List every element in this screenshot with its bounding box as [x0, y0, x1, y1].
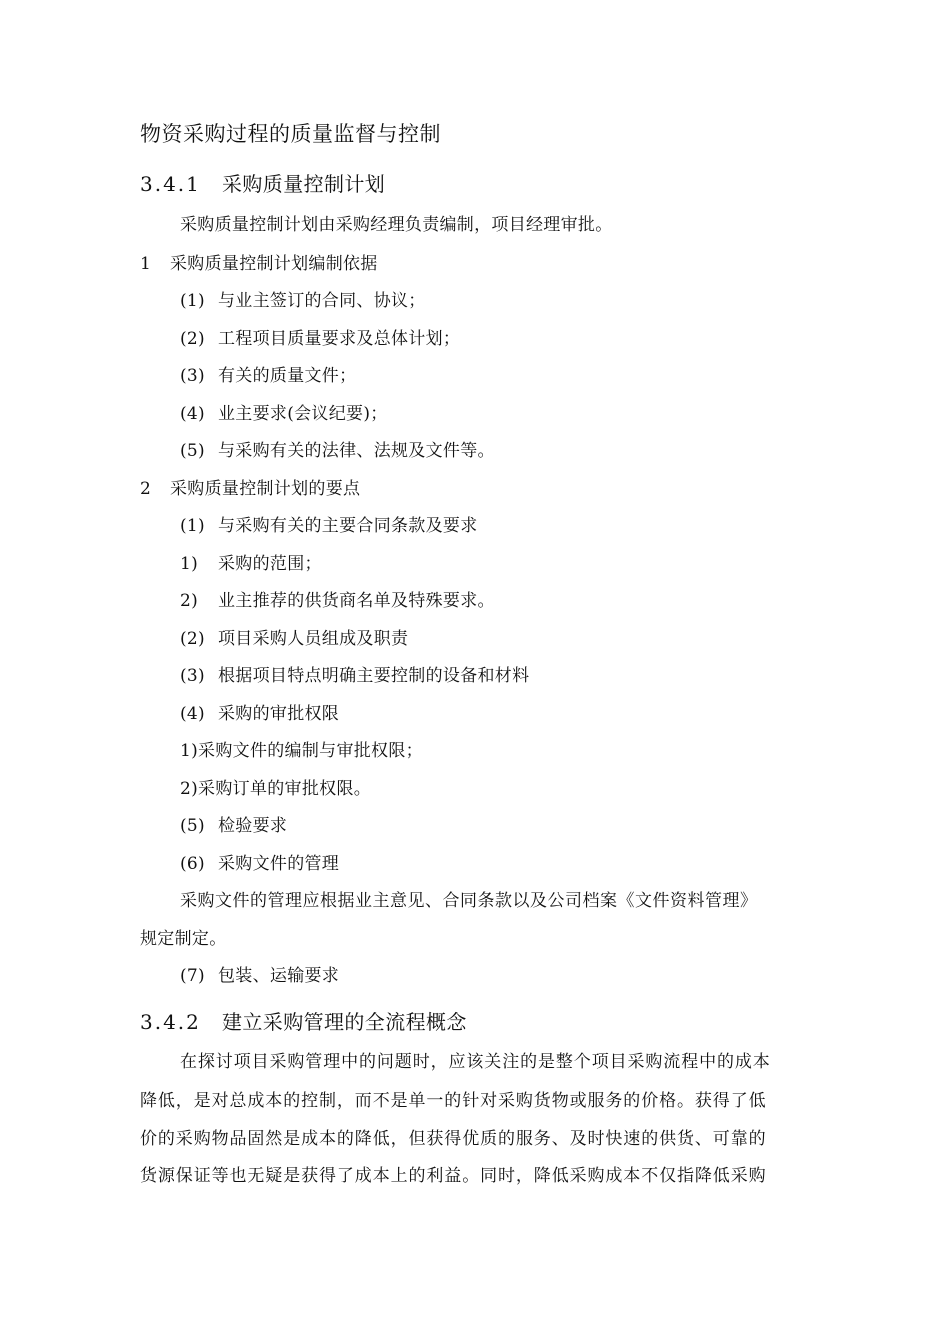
- sub-list-item: 2)采购订单的审批权限。: [180, 779, 372, 799]
- list-item: (5) 检验要求: [180, 816, 288, 836]
- section-title: 采购质量控制计划: [222, 172, 386, 196]
- paragraph-line: 采购文件的管理应根据业主意见、合同条款以及公司档案《文件资料管理》: [180, 891, 758, 911]
- subsection-number: 2: [140, 479, 152, 499]
- list-item: (2) 项目采购人员组成及职责: [180, 629, 409, 649]
- subsection-title: 采购质量控制计划编制依据: [170, 254, 378, 274]
- intro-paragraph: 采购质量控制计划由采购经理负责编制，项目经理审批。: [180, 215, 613, 235]
- paragraph-line: 规定制定。: [140, 929, 227, 949]
- section-heading-341: [140, 170, 385, 198]
- list-item: (3) 根据项目特点明确主要控制的设备和材料: [180, 666, 530, 686]
- list-item: (4) 业主要求(会议纪要)；: [180, 404, 388, 424]
- section-heading-342: [140, 1008, 467, 1036]
- subsection-heading-points: [140, 477, 360, 501]
- list-item: (2) 工程项目质量要求及总体计划；: [180, 329, 461, 349]
- list-item: (1) 与业主签订的合同、协议；: [180, 291, 426, 311]
- section-number: 3.4.2: [140, 1010, 201, 1034]
- document-title: 物资采购过程的质量监督与控制: [140, 122, 441, 146]
- list-item: (6) 采购文件的管理: [180, 854, 340, 874]
- sub-list-item: 2) 业主推荐的供货商名单及特殊要求。: [180, 591, 495, 611]
- paragraph-line: 在探讨项目采购管理中的问题时，应该关注的是整个项目采购流程中的成本: [180, 1052, 771, 1072]
- section-title: 建立采购管理的全流程概念: [222, 1010, 467, 1034]
- subsection-number: 1: [140, 254, 152, 274]
- sub-list-item: 1)采购文件的编制与审批权限；: [180, 741, 423, 761]
- list-item: (5) 与采购有关的法律、法规及文件等。: [180, 441, 495, 461]
- list-item: (3) 有关的质量文件；: [180, 366, 357, 386]
- section-number: 3.4.1: [140, 172, 201, 196]
- paragraph-line: 货源保证等也无疑是获得了成本上的利益。同时，降低采购成本不仅指降低采购: [140, 1166, 767, 1186]
- paragraph-line: 降低，是对总成本的控制，而不是单一的针对采购货物或服务的价格。获得了低: [140, 1091, 767, 1111]
- list-item: (4) 采购的审批权限: [180, 704, 340, 724]
- list-item: (7) 包装、运输要求: [180, 966, 340, 986]
- list-item: (1) 与采购有关的主要合同条款及要求: [180, 516, 478, 536]
- paragraph-line: 价的采购物品固然是成本的降低，但获得优质的服务、及时快速的供货、可靠的: [140, 1129, 767, 1149]
- sub-list-item: 1) 采购的范围；: [180, 554, 322, 574]
- subsection-heading-basis: [140, 252, 378, 276]
- subsection-title: 采购质量控制计划的要点: [170, 479, 361, 499]
